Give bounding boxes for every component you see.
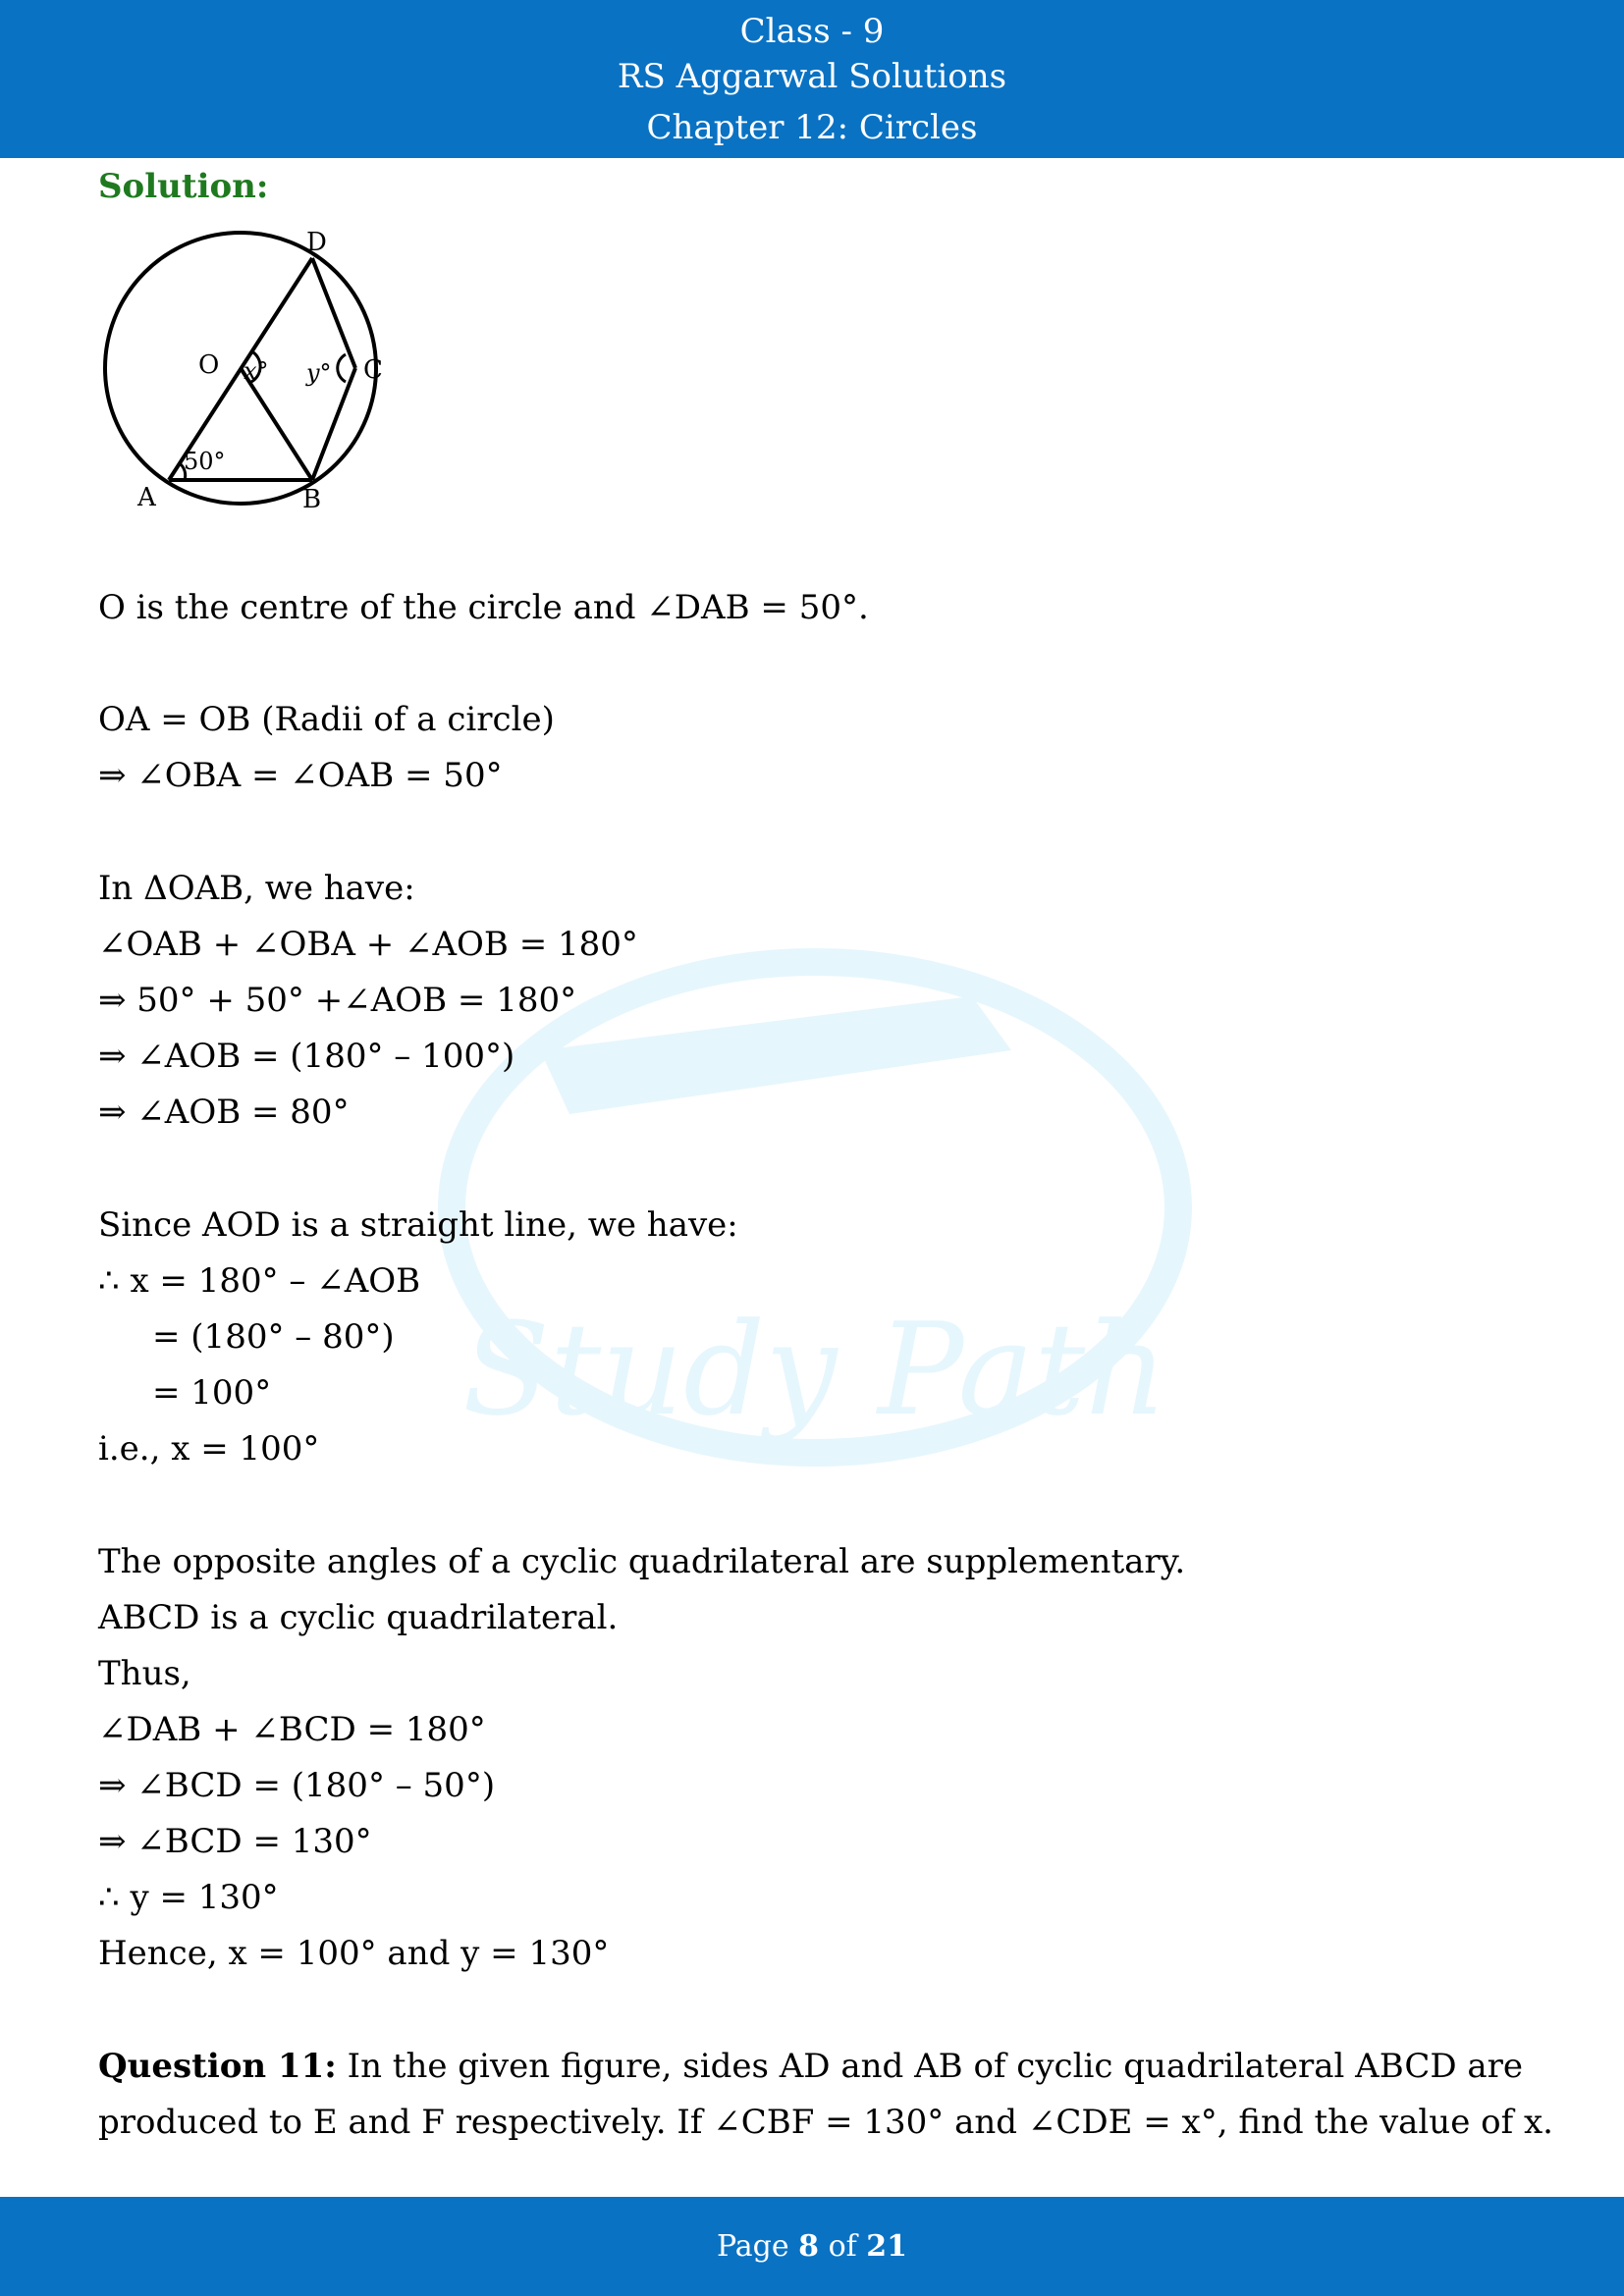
solution-label: Solution: (98, 167, 269, 206)
page-of: of (819, 2229, 867, 2264)
total-pages: 21 (866, 2229, 908, 2264)
text-line: = (180° – 80°) (152, 1317, 395, 1357)
text-line: ⇒ ∠AOB = (180° – 100°) (98, 1037, 515, 1076)
label-angle-a: 50° (184, 448, 226, 475)
text-line: Hence, x = 100° and y = 130° (98, 1934, 610, 1973)
text-line: ⇒ 50° + 50° +∠AOB = 180° (98, 981, 577, 1020)
text-line: ⇒ ∠OBA = ∠OAB = 50° (98, 756, 503, 795)
text-line: In ΔOAB, we have: (98, 869, 415, 908)
text-line: ∴ x = 180° – ∠AOB (98, 1261, 421, 1301)
angle-arc-y (338, 354, 346, 382)
text-line: OA = OB (Radii of a circle) (98, 700, 555, 739)
text-line: ∴ y = 130° (98, 1878, 279, 1917)
page-header (0, 0, 1624, 158)
question-11-continued: produced to E and F respectively. If ∠CBF = 130° and ∠CDE = x°, find the value of x. (98, 2103, 1553, 2142)
text-line: = 100° (152, 1373, 272, 1413)
header-book-title: RS Aggarwal Solutions (617, 57, 1007, 96)
segment-ob (241, 368, 312, 480)
circle-figure (88, 221, 403, 515)
watermark-text: Study Path (461, 1295, 1168, 1444)
text-line: ⇒ ∠BCD = (180° – 50°) (98, 1766, 496, 1805)
text-line: Thus, (98, 1654, 191, 1693)
page-number (0, 2229, 1624, 2265)
text-line: ∠OAB + ∠OBA + ∠AOB = 180° (98, 925, 638, 964)
header-class: Class - 9 (739, 12, 885, 51)
label-y: y° (306, 359, 332, 387)
question-label: Question 11: (98, 2047, 337, 2086)
page-footer (0, 2197, 1624, 2296)
text-line: ⇒ ∠AOB = 80° (98, 1093, 350, 1132)
question-11 (98, 2045, 1523, 2088)
text-line: ⇒ ∠BCD = 130° (98, 1822, 372, 1861)
segment-dc (312, 258, 355, 368)
label-o: O (198, 350, 220, 380)
text-line: ∠DAB + ∠BCD = 180° (98, 1710, 486, 1749)
question-text: In the given figure, sides AD and AB of cyclic quadrilateral ABCD are (336, 2047, 1524, 2086)
text-line: i.e., x = 100° (98, 1429, 320, 1468)
label-c: C (363, 355, 383, 385)
label-a: A (137, 483, 156, 512)
text-line: Since AOD is a straight line, we have: (98, 1205, 738, 1245)
current-page: 8 (798, 2229, 820, 2264)
label-d: D (306, 228, 327, 257)
text-line: O is the centre of the circle and ∠DAB = 50°. (98, 588, 869, 627)
label-b: B (302, 485, 322, 514)
label-x: x° (244, 357, 269, 385)
page-prefix: Page (716, 2229, 799, 2264)
text-line: The opposite angles of a cyclic quadrilateral are supplementary. (98, 1542, 1186, 1581)
text-line: ABCD is a cyclic quadrilateral. (98, 1598, 619, 1637)
header-chapter: Chapter 12: Circles (646, 108, 978, 147)
